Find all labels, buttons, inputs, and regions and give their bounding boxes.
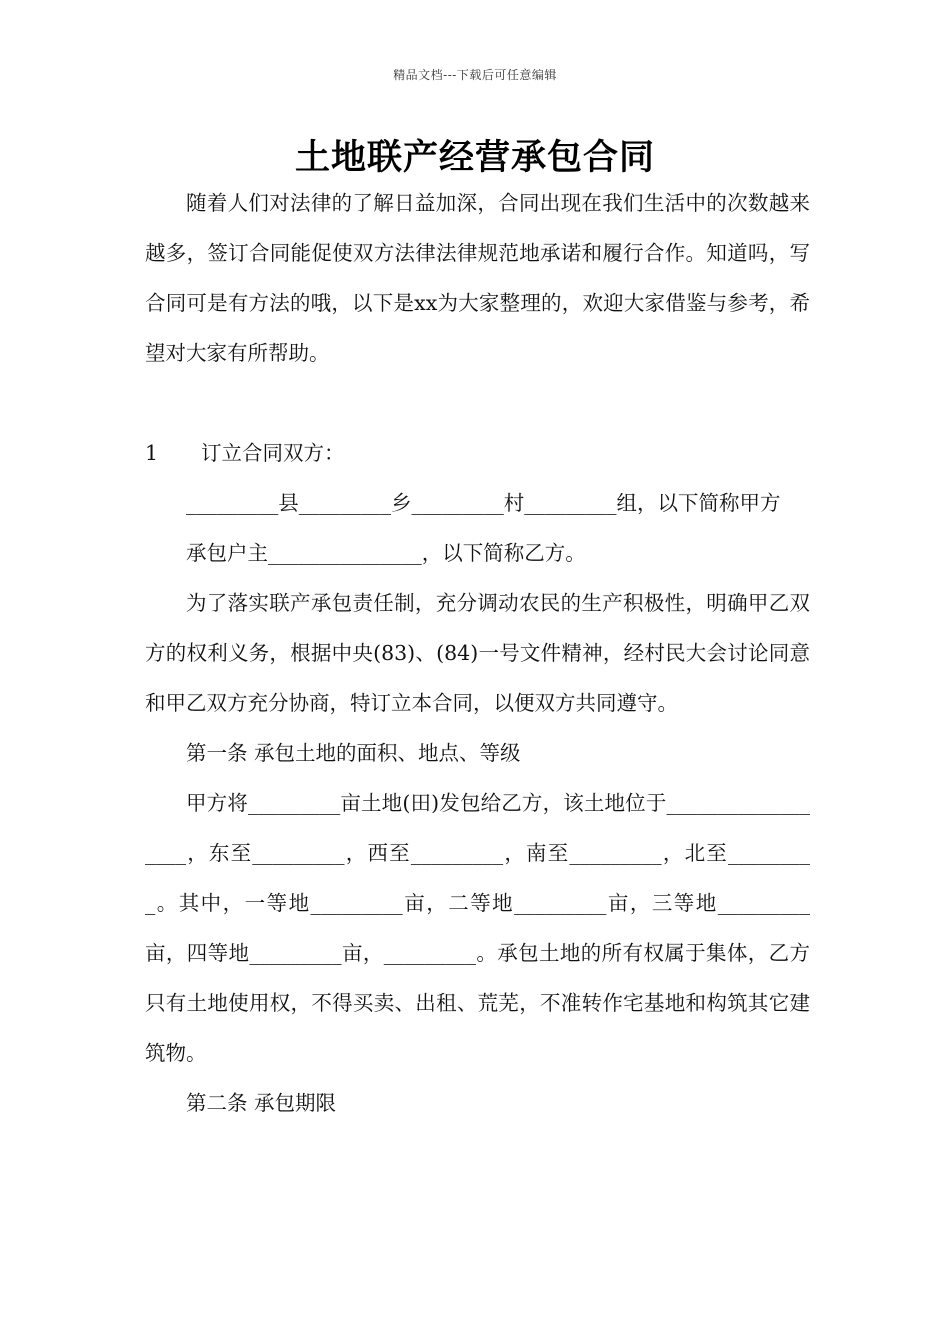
article-1-title: 第一条 承包土地的面积、地点、等级 [186,741,521,765]
party-b-paragraph: 承包户主_______________，以下简称乙方。 [186,541,586,565]
party-a-paragraph: _________县_________乡_________村_________组，以下简称甲方 [186,491,781,515]
section-number: 1 [145,441,159,465]
document-title: 土地联产经营承包合同 [294,138,655,178]
section-label: 订立合同双方： [201,441,345,465]
document-body [145,178,810,1128]
article-2-title: 第二条 承包期限 [186,1091,337,1115]
header-note: 精品文档---下载后可任意编辑 [393,68,557,82]
section-1-heading [145,428,810,478]
blank-line [145,378,810,428]
purpose-paragraph: 为了落实联产承包责任制，充分调动农民的生产积极性，明确甲乙双方的权利义务，根据中央(83)、(84)一号文件精神，经村民大会讨论同意和甲乙双方充分协商，特订立本合同，以便双方共同遵守。 [145,591,810,715]
article-1-body: 甲方将_________亩土地(田)发包给乙方，该土地位于__________________，东至_________，西至_________，南至_________，北至_________。其中，一等地_________亩，二等地_________亩，三等地_________亩，四等地_________亩，_________。承包土地的所有权属于集体，乙方只有土地使用权，不得买卖、出租、荒芜，不准转作宅基地和构筑其它建筑物。 [145,791,810,1065]
intro-paragraph: 随着人们对法律的了解日益加深，合同出现在我们生活中的次数越来越多，签订合同能促使双方法律法律规范地承诺和履行合作。知道吗，写合同可是有方法的哦，以下是xx为大家整理的，欢迎大家借鉴与参考，希望对大家有所帮助。 [145,191,810,365]
